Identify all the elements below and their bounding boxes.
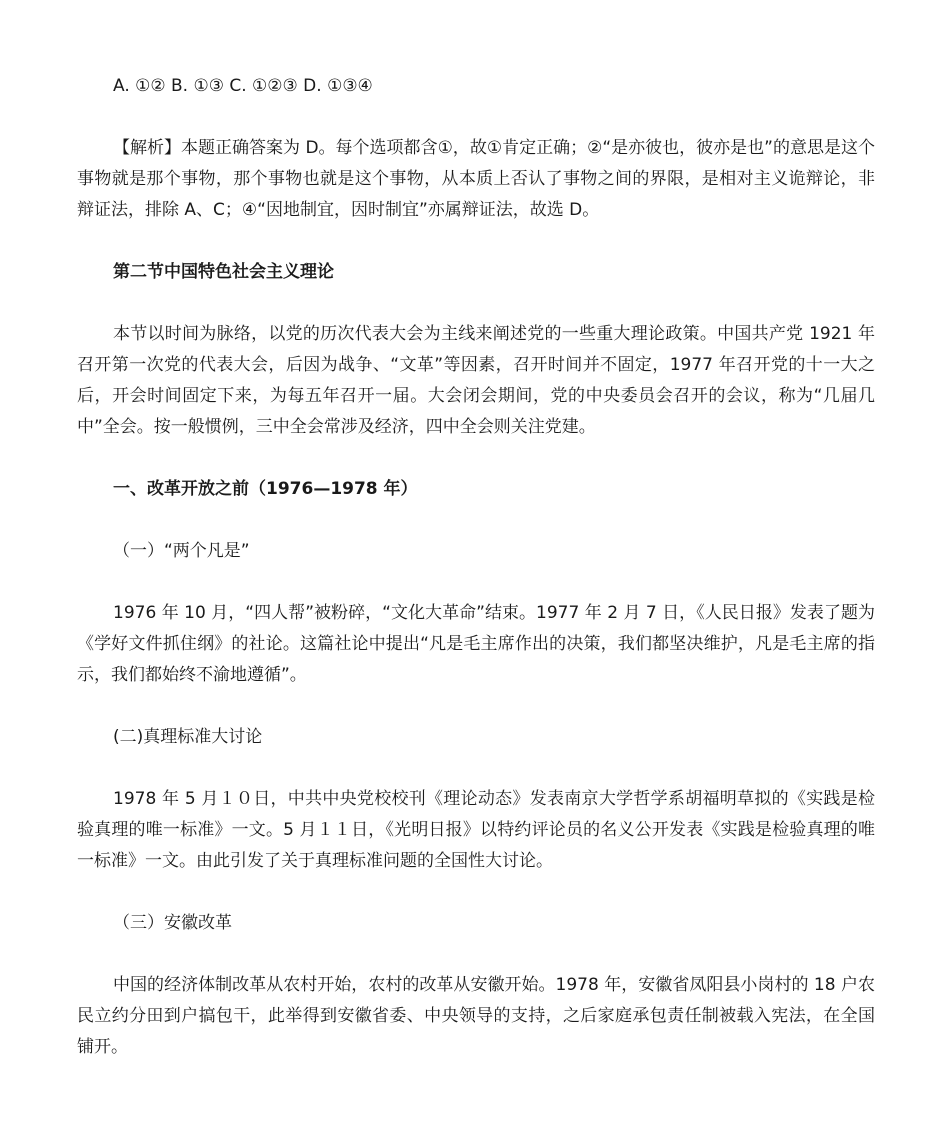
analysis-paragraph: 【解析】本题正确答案为 D。每个选项都含①，故①肯定正确；②“是亦彼也，彼亦是也”的意思是这个事物就是那个事物，那个事物也就是这个事物，从本质上否认了事物之间的界限，是相对主义诡辩论，非辩证法，排除 A、C；④“因地制宜，因时制宜”亦属辩证法，故选 D。 — [77, 138, 875, 220]
answer-options: A. ①② B. ①③ C. ①②③ D. ①③④ — [113, 76, 373, 96]
section-title: 第二节中国特色社会主义理论 — [113, 262, 334, 282]
subsection-body-truth-debate: 1978 年 5 月１０日，中共中央党校校刊《理论动态》发表南京大学哲学系胡福明草拟的《实践是检验真理的唯一标准》一文。5 月１１日，《光明日报》以特约评论员的名义公开发表《实践是检验真理的唯一标准》一文。由此引发了关于真理标准问题的全国性大讨论。 — [77, 789, 875, 871]
subsection-title-two-whatevers: （一）“两个凡是” — [113, 541, 250, 561]
section-intro-paragraph: 本节以时间为脉络，以党的历次代表大会为主线来阐述党的一些重大理论政策。中国共产党 1921 年召开第一次党的代表大会，后因为战争、“文革”等因素，召开时间并不固定，1977 年召开党的十一大之后，开会时间固定下来，为每五年召开一届。大会闭会期间，党的中央委员会召开的会议，称为“几届几中”全会。按一般惯例，三中全会常涉及经济，四中全会则关注党建。 — [77, 324, 875, 437]
subsection-title-anhui-reform: （三）安徽改革 — [113, 913, 232, 933]
subsection-title-truth-debate: (二)真理标准大讨论 — [113, 727, 263, 747]
heading-pre-reform: 一、改革开放之前（1976—1978 年） — [113, 479, 418, 499]
subsection-body-anhui-reform: 中国的经济体制改革从农村开始，农村的改革从安徽开始。1978 年，安徽省凤阳县小岗村的 18 户农民立约分田到户搞包干，此举得到安徽省委、中央领导的支持，之后家庭承包责任制被载入宪法，在全国铺开。 — [77, 975, 875, 1057]
subsection-body-two-whatevers: 1976 年 10 月，“四人帮”被粉碎，“文化大革命”结束。1977 年 2 月 7 日，《人民日报》发表了题为《学好文件抓住纲》的社论。这篇社论中提出“凡是毛主席作出的决策，我们都坚决维护，凡是毛主席的指示，我们都始终不渝地遵循”。 — [77, 603, 875, 685]
